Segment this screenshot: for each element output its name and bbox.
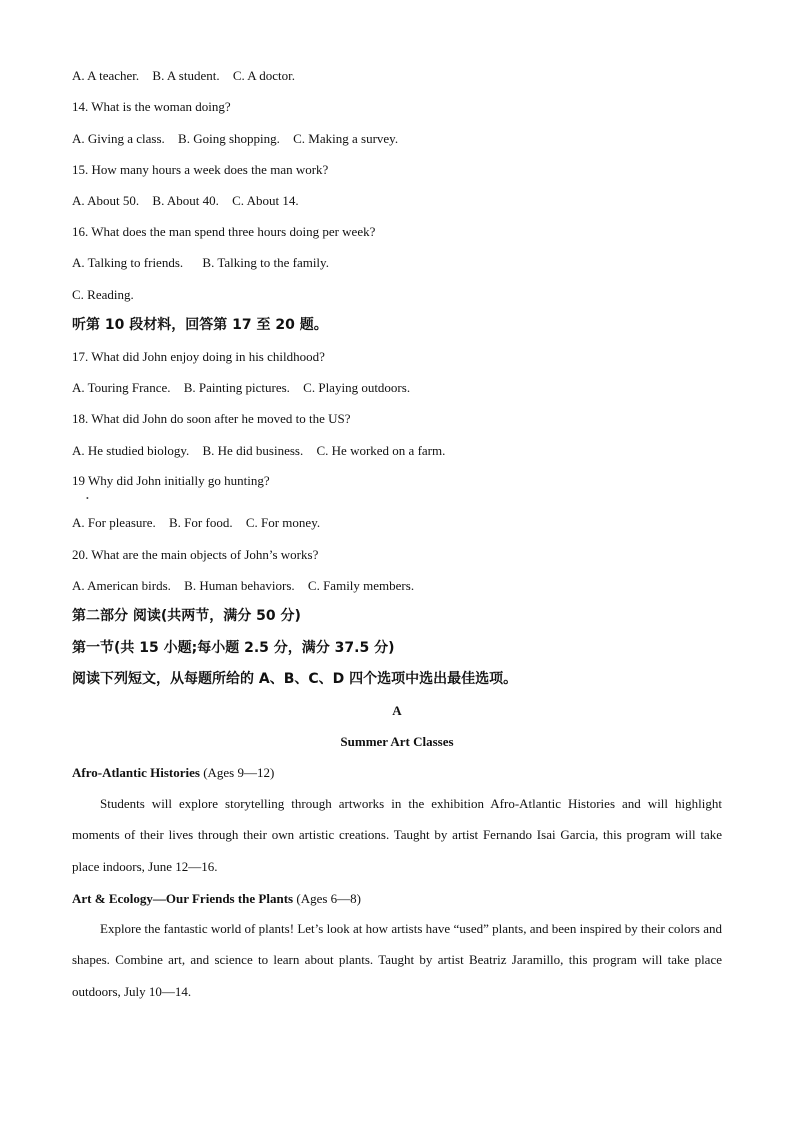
stray-mark: • <box>86 494 89 503</box>
class-description: Explore the fantastic world of plants! Let’s look at how artists have “used” plants, and been inspired by their colors and shapes. Combine art, and science to learn about plants. Taught by artist Beatriz Jaramillo, this program will take place outdoors, July 10—14. <box>72 921 722 999</box>
option-c: C. About 14. <box>232 193 299 208</box>
section-subtitle: 第一节(共 15 小题;每小题 2.5 分，满分 37.5 分) <box>72 640 395 656</box>
option-b: B. Going shopping. <box>178 131 280 146</box>
question-15-options <box>72 193 309 209</box>
option-b: B. About 40. <box>152 193 219 208</box>
option-b: B. Human behaviors. <box>184 578 295 593</box>
listening-heading: 听第 10 段材料，回答第 17 至 20 题。 <box>72 317 328 333</box>
option-c: C. He worked on a farm. <box>316 443 446 458</box>
option-a: A. About 50. <box>72 193 140 208</box>
passage-title: Summer Art Classes <box>340 734 454 749</box>
option-c: C. A doctor. <box>232 68 295 83</box>
option-b: B. He did business. <box>202 443 304 458</box>
question-15-stem: 15. How many hours a week does the man work? <box>72 162 329 177</box>
option-a: A. Giving a class. <box>72 131 165 146</box>
class-heading <box>72 891 361 907</box>
part-title: 第二部分 阅读(共两节，满分 50 分) <box>72 608 301 624</box>
option-c: C. Family members. <box>307 578 415 593</box>
option-b: B. For food. <box>169 515 233 530</box>
question-19-stem: 19 Why did John initially go hunting? <box>72 473 270 488</box>
question-20-stem: 20. What are the main objects of John’s works? <box>72 547 319 562</box>
class-heading <box>72 765 274 781</box>
option-c: C. Reading. <box>72 287 134 302</box>
option-a: A. For pleasure. <box>72 515 156 530</box>
question-17-stem: 17. What did John enjoy doing in his childhood? <box>72 349 325 364</box>
question-18-stem: 18. What did John do soon after he moved to the US? <box>72 411 351 426</box>
reading-instruction: 阅读下列短文，从每题所给的 A、B、C、D 四个选项中选出最佳选项。 <box>72 671 518 687</box>
class-name: Afro-Atlantic Histories <box>72 765 200 780</box>
question-16-stem: 16. What does the man spend three hours doing per week? <box>72 224 376 239</box>
class-ages: (Ages 9—12) <box>199 765 275 780</box>
option-b: B. A student. <box>152 68 220 83</box>
option-c: C. For money. <box>245 515 321 530</box>
option-a: A. American birds. <box>72 578 171 593</box>
class-name: Art & Ecology—Our Friends the Plants <box>72 891 294 906</box>
option-a: A. A teacher. <box>72 68 140 83</box>
question-14-options <box>72 131 408 147</box>
option-b: B. Painting pictures. <box>183 380 290 395</box>
question-18-options <box>72 443 455 459</box>
class-description: Students will explore storytelling through artworks in the exhibition Afro-Atlantic Histories and will highlight moments of their lives through their own artistic creations. Taught by artist Fernando Isai Garcia, this program will take place indoors, June 12—16. <box>72 796 722 874</box>
option-b: B. Talking to the family. <box>202 255 329 270</box>
question-13-options <box>72 68 305 84</box>
question-20-options <box>72 578 424 594</box>
option-c: C. Making a survey. <box>293 131 399 146</box>
question-17-options <box>72 380 420 396</box>
option-c: C. Playing outdoors. <box>303 380 411 395</box>
question-16-options <box>72 255 339 271</box>
option-a: A. Talking to friends. <box>72 255 184 270</box>
passage-letter: A <box>392 703 402 718</box>
option-a: A. He studied biology. <box>72 443 190 458</box>
question-19-options <box>72 515 330 531</box>
question-14-stem: 14. What is the woman doing? <box>72 99 231 114</box>
option-a: A. Touring France. <box>72 380 171 395</box>
class-ages: (Ages 6—8) <box>293 891 361 906</box>
